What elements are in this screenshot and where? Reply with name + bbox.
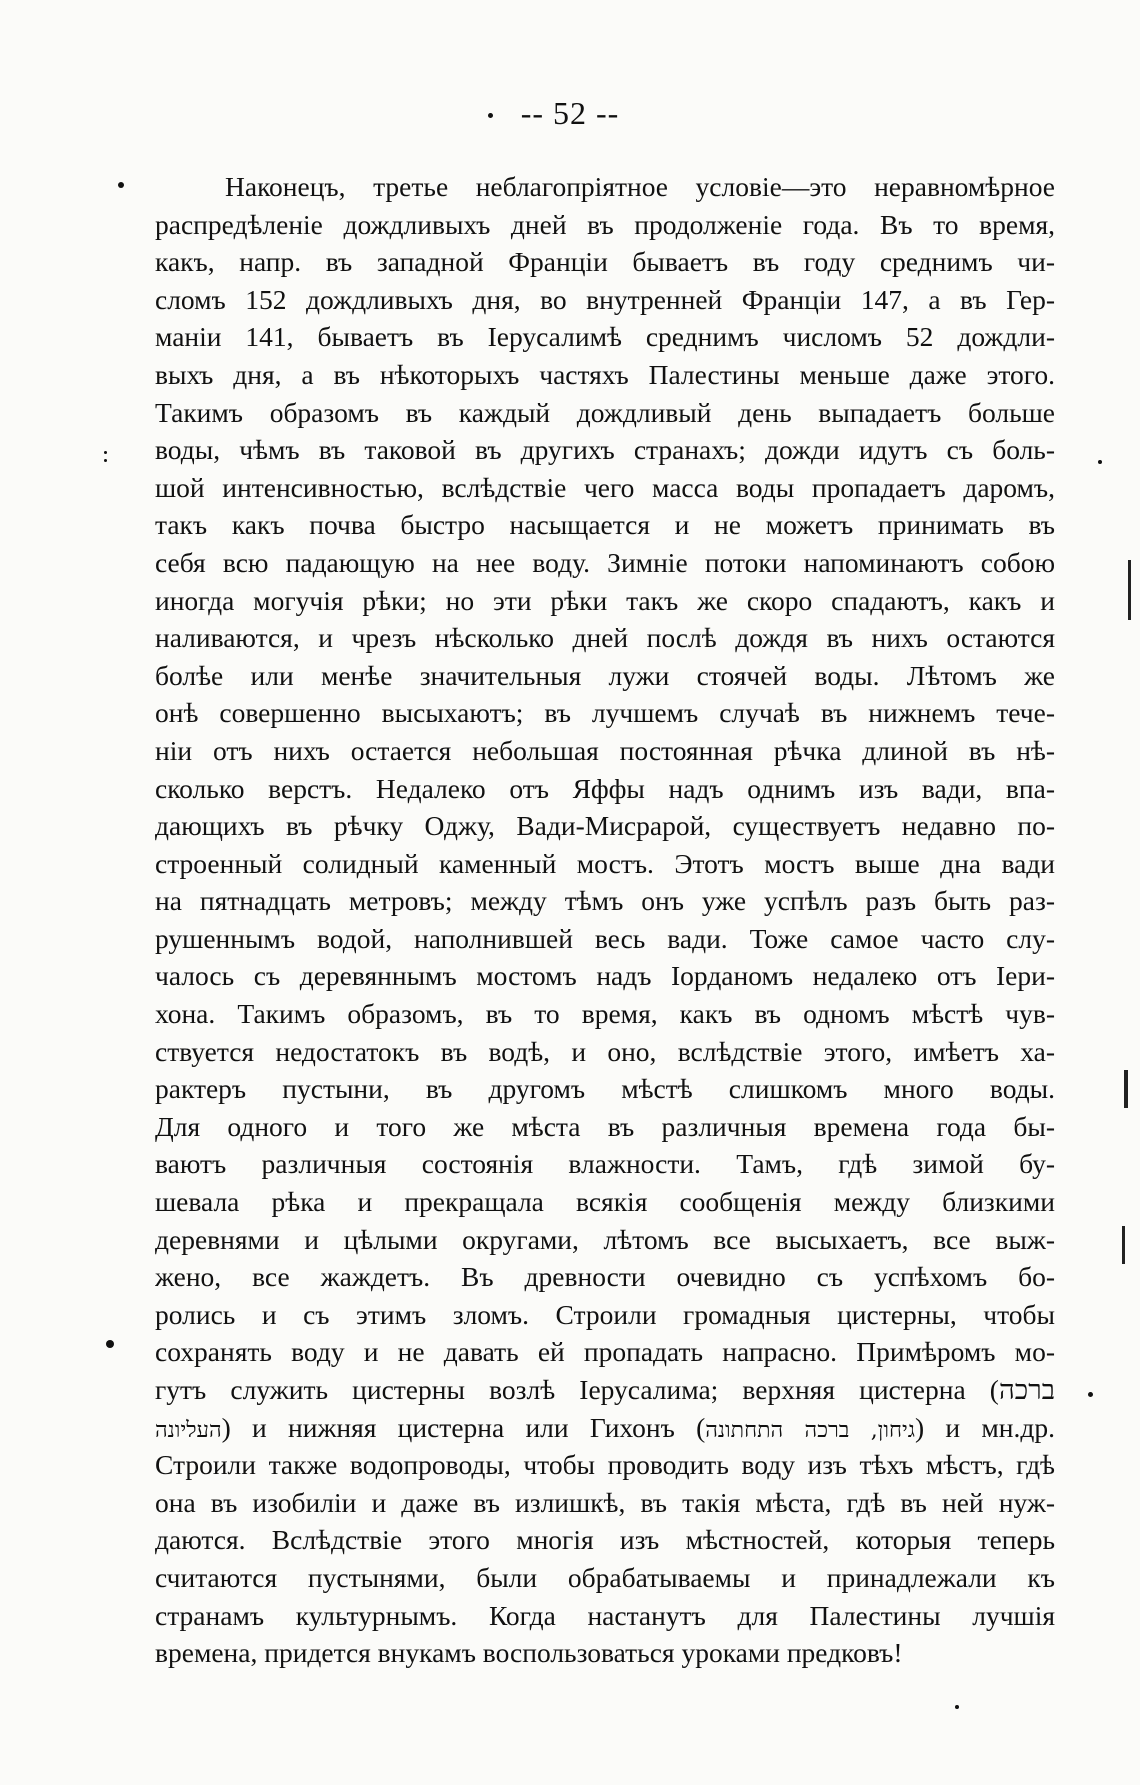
text-line: считаются пустынями, были обрабатываемы и принадлежали къ [155, 1561, 1055, 1593]
text-line: выхъ дня, а въ нѣкоторыхъ частяхъ Палестины меньше даже этого. [155, 358, 1055, 390]
hebrew-text: גיחון, ברכה התחתונה [705, 1417, 916, 1443]
ink-speck [106, 1340, 114, 1348]
text-line: маніи 141, бываетъ въ Іерусалимѣ среднимъ числомъ 52 дождли- [155, 321, 1055, 353]
text-line-hebrew [155, 1409, 1055, 1447]
ink-speck [488, 113, 493, 118]
text-segment: ) и мн.др. [915, 1411, 1055, 1443]
ink-speck [1088, 1392, 1093, 1397]
text-line: какъ, напр. въ западной Франціи бываетъ въ году среднимъ чи- [155, 246, 1055, 278]
text-segment: ) и нижняя цистерна или Гихонъ ( [221, 1411, 706, 1443]
text-line: сколько верстъ. Недалеко отъ Яффы надъ однимъ изъ вади, впа- [155, 772, 1055, 804]
text-line: на пятнадцать метровъ; между тѣмъ онъ уже успѣлъ разъ быть раз- [155, 885, 1055, 917]
text-line: ваютъ различныя состоянія влажности. Тамъ, гдѣ зимой бу- [155, 1148, 1055, 1180]
edge-mark [1128, 560, 1131, 620]
text-line: сломъ 152 дождливыхъ дня, во внутренней Франціи 147, а въ Гер- [155, 283, 1055, 315]
ink-speck [104, 451, 107, 454]
text-line: жено, все жаждетъ. Въ древности очевидно съ успѣхомъ бо- [155, 1261, 1055, 1293]
text-line: ролись и съ этимъ зломъ. Строили громадныя цистерны, чтобы [155, 1298, 1055, 1330]
text-line: Такимъ образомъ въ каждый дождливый день выпадаетъ больше [155, 396, 1055, 428]
text-line: такъ какъ почва быстро насыщается и не можетъ принимать въ [155, 509, 1055, 541]
text-line: рушеннымъ водой, наполнившей весь вади. Тоже самое часто слу- [155, 922, 1055, 954]
text-line: строенный солидный каменный мостъ. Этотъ мостъ выше дна вади [155, 847, 1055, 879]
text-line: дающихъ въ рѣчку Оджу, Вади-Мисрарой, существуетъ недавно по- [155, 810, 1055, 842]
ink-speck [118, 182, 124, 188]
text-line: Строили также водопроводы, чтобы проводить воду изъ тѣхъ мѣстъ, гдѣ [155, 1449, 1055, 1481]
text-line: чалось съ деревяннымъ мостомъ надъ Іорданомъ недалеко отъ Іери- [155, 960, 1055, 992]
text-line: ніи отъ нихъ остается небольшая постоянная рѣчка длиной въ нѣ- [155, 734, 1055, 766]
text-line: себя всю падающую на нее воду. Зимніе потоки напоминаютъ собою [155, 546, 1055, 578]
text-line: времена, придется внукамъ воспользоваться уроками предковъ! [155, 1637, 903, 1669]
text-line: деревнями и цѣлыми округами, лѣтомъ все высыхаетъ, все выж- [155, 1223, 1055, 1255]
text-line: гутъ служить цистерны возлѣ Іерусалима; верхняя цистерна (ברכה [155, 1374, 1055, 1405]
text-line: Наконецъ, третье неблагопріятное условіе—это неравномѣрное [225, 171, 1055, 202]
text-line: хона. Такимъ образомъ, въ то время, какъ въ одномъ мѣстѣ чув- [155, 998, 1055, 1030]
text-line: шевала рѣка и прекращала всякія сообщенія между близкими [155, 1186, 1055, 1218]
body-paragraph [155, 168, 1055, 1672]
text-line: странамъ культурнымъ. Когда настанутъ для Палестины лучшія [155, 1599, 1055, 1631]
hebrew-text: העליונה [155, 1417, 222, 1443]
ink-speck [104, 459, 107, 462]
text-line: рактеръ пустыни, въ другомъ мѣстѣ слишкомъ много воды. [155, 1073, 1055, 1105]
text-line: Для одного и того же мѣста въ различныя времена года бы- [155, 1110, 1055, 1142]
text-line: она въ изобиліи и даже въ излишкѣ, въ такія мѣста, гдѣ въ ней нуж- [155, 1486, 1055, 1518]
ink-speck [955, 1705, 959, 1709]
text-line: распредѣленіе дождливыхъ дней въ продолженіе года. Въ то время, [155, 208, 1055, 240]
edge-mark [1124, 1070, 1128, 1108]
edge-mark [1122, 1226, 1125, 1264]
text-line: шой интенсивностью, вслѣдствіе чего масса воды пропадаетъ даромъ, [155, 471, 1055, 503]
ink-speck [1098, 460, 1102, 464]
text-line: наливаются, и чрезъ нѣсколько дней послѣ дождя въ нихъ остаются [155, 622, 1055, 654]
text-line: иногда могучія рѣки; но эти рѣки такъ же скоро спадаютъ, какъ и [155, 584, 1055, 616]
text-line: даются. Вслѣдствіе этого многія изъ мѣстностей, которыя теперь [155, 1524, 1055, 1556]
text-line: онѣ совершенно высыхаютъ; въ лучшемъ случаѣ въ нижнемъ тече- [155, 697, 1055, 729]
text-line: болѣе или менѣе значительныя лужи стоячей воды. Лѣтомъ же [155, 659, 1055, 691]
text-line: воды, чѣмъ въ таковой въ другихъ странахъ; дожди идутъ съ боль- [155, 434, 1055, 466]
text-line: ствуется недостатокъ въ водѣ, и оно, вслѣдствіе этого, имѣетъ ха- [155, 1035, 1055, 1067]
text-line: сохранять воду и не давать ей пропадать напрасно. Примѣромъ мо- [155, 1336, 1055, 1368]
page-number-header: -- 52 -- [520, 95, 620, 131]
